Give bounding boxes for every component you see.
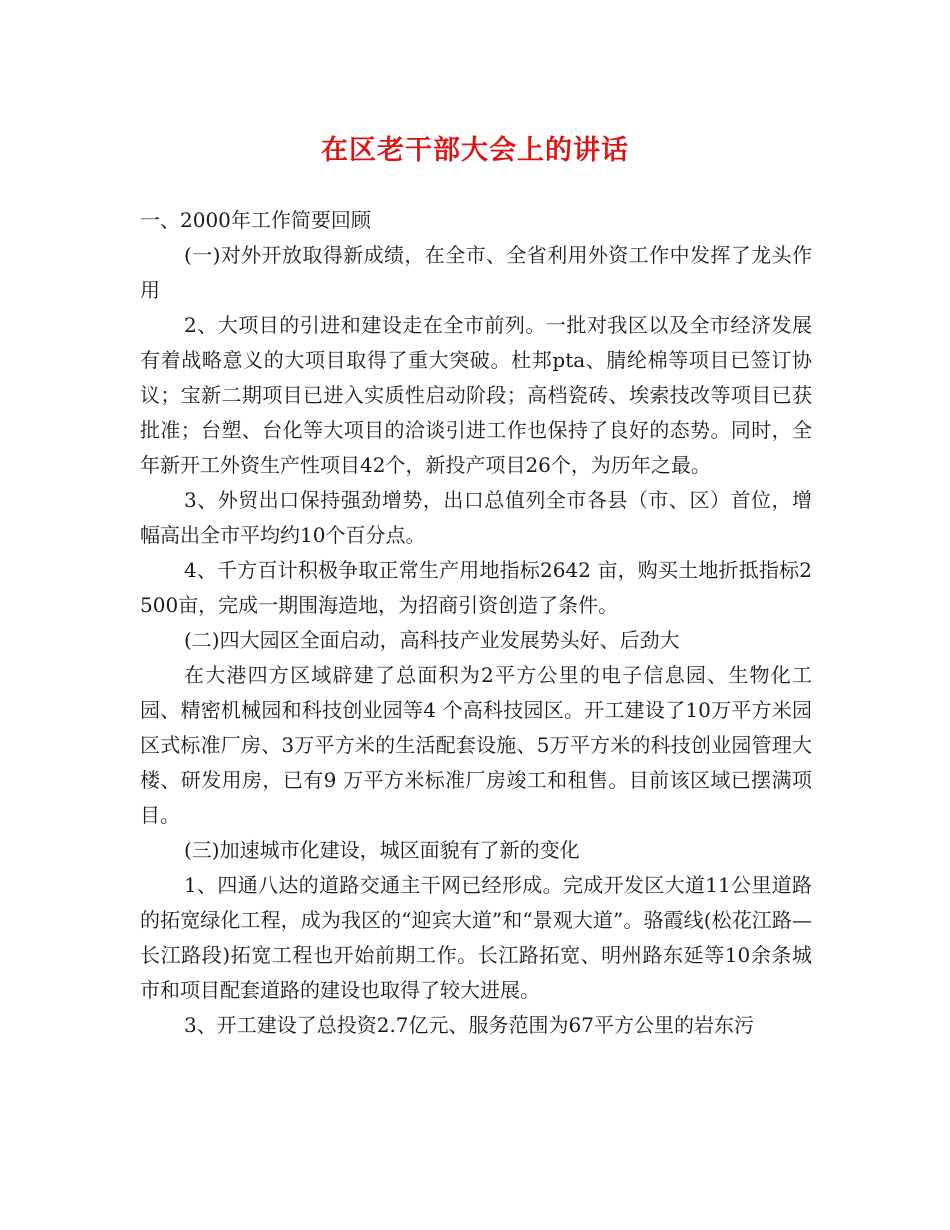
body-paragraph: 3、外贸出口保持强劲增势，出口总值列全市各县（市、区）首位，增幅高出全市平均约10个百分点。 [140, 488, 812, 547]
document-body [140, 203, 812, 1043]
subsection-heading: (二)四大园区全面启动，高科技产业发展势头好、后劲大 [184, 628, 680, 652]
body-paragraph: 3、开工建设了总投资2.7亿元、服务范围为67平方公里的岩东污 [184, 1013, 754, 1037]
body-paragraph: 1、四通八达的道路交通主干网已经形成。完成开发区大道11公里道路的拓宽绿化工程，成为我区的“迎宾大道”和“景观大道”。骆霞线(松花江路—长江路段)拓宽工程也开始前期工作。长江路拓宽、明州路东延等10余条城市和项目配套道路的建设也取得了较大进展。 [140, 873, 812, 1002]
body-paragraph: 4、千方百计积极争取正常生产用地指标2642 亩，购买土地折抵指标2500亩，完成一期围海造地，为招商引资创造了条件。 [140, 558, 812, 617]
page-title: 在区老干部大会上的讲话 [321, 135, 629, 166]
subsection-heading: (三)加速城市化建设，城区面貌有了新的变化 [184, 838, 580, 862]
body-paragraph: 在大港四方区域辟建了总面积为2平方公里的电子信息园、生物化工园、精密机械园和科技创业园等4 个高科技园区。开工建设了10万平方米园区式标准厂房、3万平方米的生活配套设施、5万平方米的科技创业园管理大楼、研发用房，已有9 万平方米标准厂房竣工和租售。目前该区域已摆满项目。 [140, 663, 812, 827]
body-paragraph: 2、大项目的引进和建设走在全市前列。一批对我区以及全市经济发展有着战略意义的大项目取得了重大突破。杜邦pta、腈纶棉等项目已签订协议；宝新二期项目已进入实质性启动阶段；高档瓷砖、埃索技改等项目已获批准；台塑、台化等大项目的洽谈引进工作也保持了良好的态势。同时，全年新开工外资生产性项目42个，新投产项目26个，为历年之最。 [140, 313, 812, 477]
subsection-heading: (一)对外开放取得新成绩，在全市、全省利用外资工作中发挥了龙头作用 [140, 243, 812, 302]
section-heading: 一、2000年工作简要回顾 [140, 208, 371, 232]
